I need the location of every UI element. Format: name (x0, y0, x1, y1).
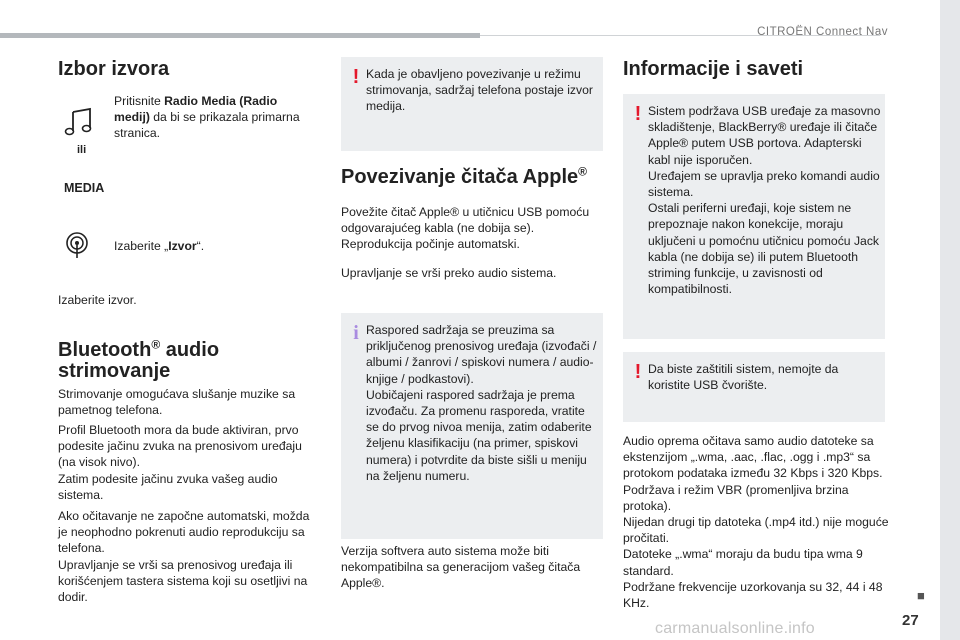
media-button-label: MEDIA (64, 181, 105, 195)
step-radio-media-suffix: da bi se prikazala primarna stranica. (114, 110, 300, 141)
watermark: carmanualsonline.info (655, 620, 815, 637)
info-box-content-layout (341, 313, 603, 539)
step-radio-media-button-name: Radio Media (Radio medij) (114, 94, 278, 125)
bluetooth-paragraph-2: Profil Bluetooth mora da bude aktiviran, prvo podesite jačinu zvuka na prenosivom uređaju (na visok nivo). Zatim podesite jačinu zvuka vašeg audio sistema. (58, 423, 302, 502)
page-number: 27 (902, 612, 919, 629)
apple-paragraph-2: Upravljanje se vrši preko audio sistema. (341, 266, 557, 280)
section-title-bluetooth (58, 337, 308, 382)
warning-text-usb-hub: Da biste zaštitili sistem, nemojte da koristite USB čvorište. (648, 362, 839, 393)
info-icon: i (353, 322, 359, 344)
bluetooth-paragraph-1: Strimovanje omogućava slušanje muzike sa pametnog telefona. (58, 387, 296, 418)
section-title-info: Informacije i saveti (623, 58, 804, 80)
continued-marker: ■ (917, 588, 925, 603)
step-select-source-button-name: Izvor (168, 239, 197, 253)
bluetooth-paragraph-3: Ako očitavanje ne započne automatski, možda je neophodno pokrenuti audio reprodukciju sa telefona. Upravljanje se vrši sa prenosivog uređaja ili korišćenjem tastera sistema koji su osetljivi na dodir. (58, 509, 310, 605)
warning-icon: ! (634, 361, 642, 383)
warning-box-usb-support (623, 94, 885, 339)
info-text-content-layout: Raspored sadržaja se preuzima sa priključenog prenosivog uređaja (izvođači / albumi / žanrovi / spiskovi numera / audio-knjige / podkastovi). Uobičajeni raspored sadržaja je prema izvođaču. Za promenu rasporeda, vratite se do prvog nivoa menija, zatim odaberite željenu klasifikaciju (na primer, spiskovi numera) i potvrdite da biste sišli u meniju na željenu numeru. (366, 323, 597, 483)
header-bar (0, 33, 480, 38)
warning-box-streaming (341, 57, 603, 151)
step-select-source (114, 238, 304, 254)
step-select-source-prefix: Izaberite „ (114, 239, 169, 253)
apple-title-text: Povezivanje čitača Apple (341, 166, 579, 188)
source-radio-icon (62, 230, 92, 260)
apple-paragraph-3: Verzija softvera auto sistema može biti nekompatibilna sa generacijom vašeg čitača Apple®. (341, 544, 581, 591)
apple-title-registered: ® (578, 164, 587, 179)
music-note-icon (62, 107, 96, 137)
header-title: CITROËN Connect Nav (757, 26, 888, 38)
warning-box-usb-hub (623, 352, 885, 422)
step-radio-media (114, 93, 304, 142)
warning-text-streaming: Kada je obavljeno povezivanje u režimu strimovanja, sadržaj telefona postaje izvor medija. (366, 67, 593, 114)
audio-formats-paragraph: Audio oprema očitava samo audio datoteke sa ekstenzijom „.wma, .aac, .flac, .ogg i .mp3“ sa protokom podataka između 32 Kbps i 320 Kbps. Podržava i režim VBR (promenljiva brzina protoka). Nijedan drugi tip datoteka (.mp4 itd.) nije moguće pročitati. Datoteke „.wma“ moraju da budu tipa wma 9 standard. Podržane frekvencije uzorkovanja su 32, 44 i 48 KHz. (623, 434, 889, 611)
or-label: ili (77, 144, 87, 156)
section-title-apple (341, 166, 587, 189)
step-radio-media-prefix: Pritisnite (114, 94, 165, 108)
choose-source-text: Izaberite izvor. (58, 293, 137, 307)
bluetooth-title-registered: ® (151, 337, 161, 352)
warning-icon: ! (352, 66, 360, 88)
page-edge-strip (940, 0, 960, 640)
apple-paragraph-1: Povežite čitač Apple® u utičnicu USB pomoću odgovarajućeg kabla (ne dobija se). Reprodukcija počinje automatski. (341, 205, 590, 252)
warning-icon: ! (634, 103, 642, 125)
bluetooth-title-word: Bluetooth (58, 339, 152, 361)
section-title-source: Izbor izvora (58, 58, 170, 80)
step-select-source-suffix: “. (196, 239, 205, 253)
warning-text-usb-support: Sistem podržava USB uređaje za masovno skladištenje, BlackBerry® uređaje ili čitače Apple® putem USB portova. Adapterski kabl nije isporučen. Uređajem se upravlja preko komandi audio sistema. Ostali periferni uređaji, koje sistem ne prepoznaje nakon konekcije, moraju uključeni u pomoćnu utičnicu pomoću Jack kabla (ne dobija se) ili putem Bluetooth striming funkcije, u zavisnosti od kompatibilnosti. (648, 104, 881, 297)
bluetooth-title-rest: audio strimovanje (58, 339, 220, 382)
